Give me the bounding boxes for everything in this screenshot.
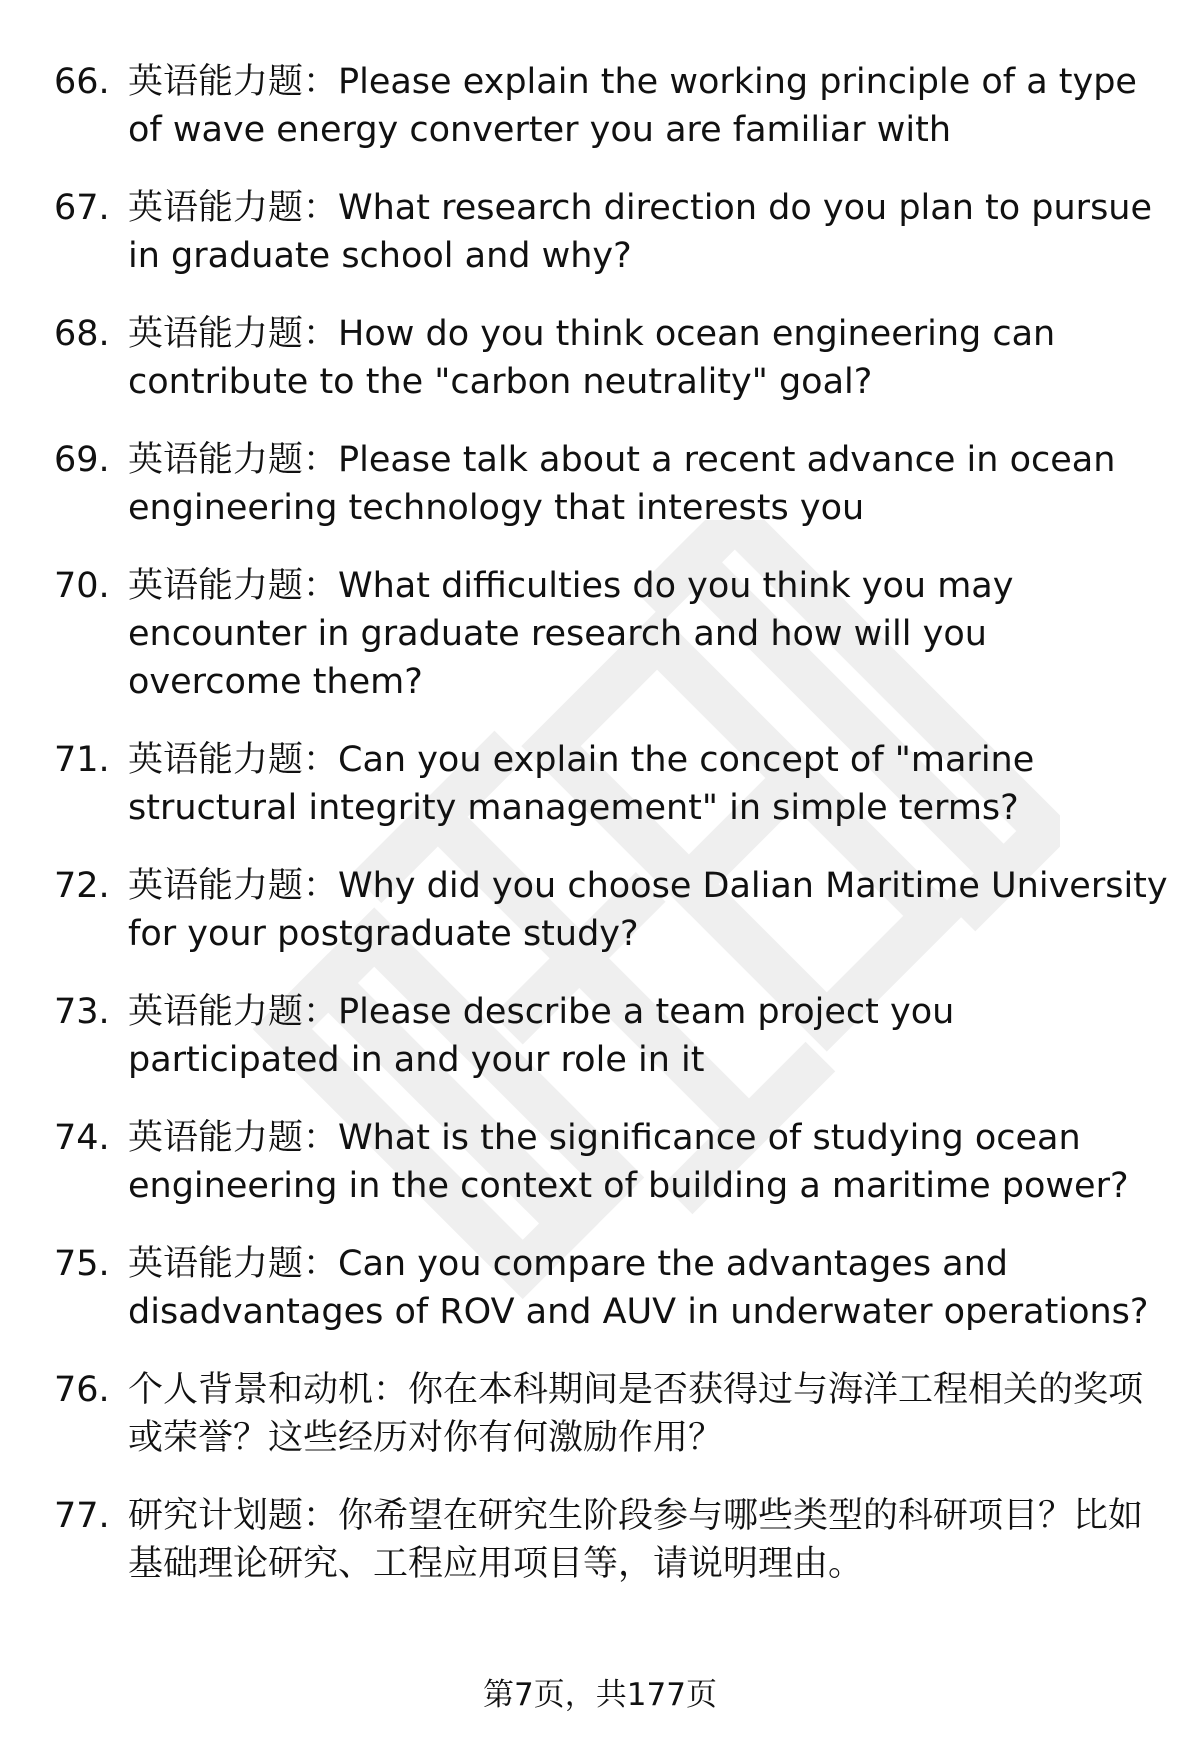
question-item xyxy=(0,1366,1200,1462)
question-list xyxy=(0,58,1200,1618)
question-item xyxy=(0,736,1200,832)
question-item xyxy=(0,988,1200,1084)
question-number: 69. xyxy=(54,440,110,480)
question-number: 76. xyxy=(54,1370,110,1410)
question-text: 英语能力题：Please explain the working principle of a type of wave energy converter you are familiar with xyxy=(128,62,1137,150)
question-number: 67. xyxy=(54,188,110,228)
question-text: 英语能力题：Please describe a team project you participated in and your role in it xyxy=(128,992,955,1080)
question-number: 66. xyxy=(54,62,110,102)
question-item xyxy=(0,862,1200,958)
question-item xyxy=(0,562,1200,706)
question-item xyxy=(0,310,1200,406)
question-number: 73. xyxy=(54,992,110,1032)
question-text: 研究计划题：你希望在研究生阶段参与哪些类型的科研项目？比如基础理论研究、工程应用项目等，请说明理由。 xyxy=(128,1496,1144,1584)
question-number: 71. xyxy=(54,740,110,780)
question-number: 70. xyxy=(54,566,110,606)
question-text: 英语能力题：What difficulties do you think you may encounter in graduate research and how will you overcome them? xyxy=(128,566,1014,702)
question-text: 英语能力题：What research direction do you plan to pursue in graduate school and why? xyxy=(128,188,1153,276)
question-number: 68. xyxy=(54,314,110,354)
question-item xyxy=(0,1492,1200,1588)
question-number: 74. xyxy=(54,1118,110,1158)
question-number: 72. xyxy=(54,866,110,906)
page-footer: 第7页，共177页 xyxy=(483,1677,717,1713)
question-text: 英语能力题：Please talk about a recent advance in ocean engineering technology that interests you xyxy=(128,440,1116,528)
question-item xyxy=(0,1240,1200,1336)
question-item xyxy=(0,436,1200,532)
question-item xyxy=(0,1114,1200,1210)
question-text: 英语能力题：Can you explain the concept of "marine structural integrity management" in simple terms? xyxy=(128,740,1035,828)
question-item xyxy=(0,184,1200,280)
question-item xyxy=(0,58,1200,154)
question-number: 75. xyxy=(54,1244,110,1284)
question-number: 77. xyxy=(54,1496,110,1536)
question-text: 英语能力题：How do you think ocean engineering can contribute to the "carbon neutrality" goal? xyxy=(128,314,1056,402)
question-text: 英语能力题：Can you compare the advantages and disadvantages of ROV and AUV in underwater operations? xyxy=(128,1244,1149,1332)
question-text: 英语能力题：What is the significance of studying ocean engineering in the context of building a maritime power? xyxy=(128,1118,1129,1206)
question-text: 英语能力题：Why did you choose Dalian Maritime University for your postgraduate study? xyxy=(128,866,1168,954)
question-text: 个人背景和动机：你在本科期间是否获得过与海洋工程相关的奖项或荣誉？这些经历对你有何激励作用？ xyxy=(128,1370,1144,1458)
